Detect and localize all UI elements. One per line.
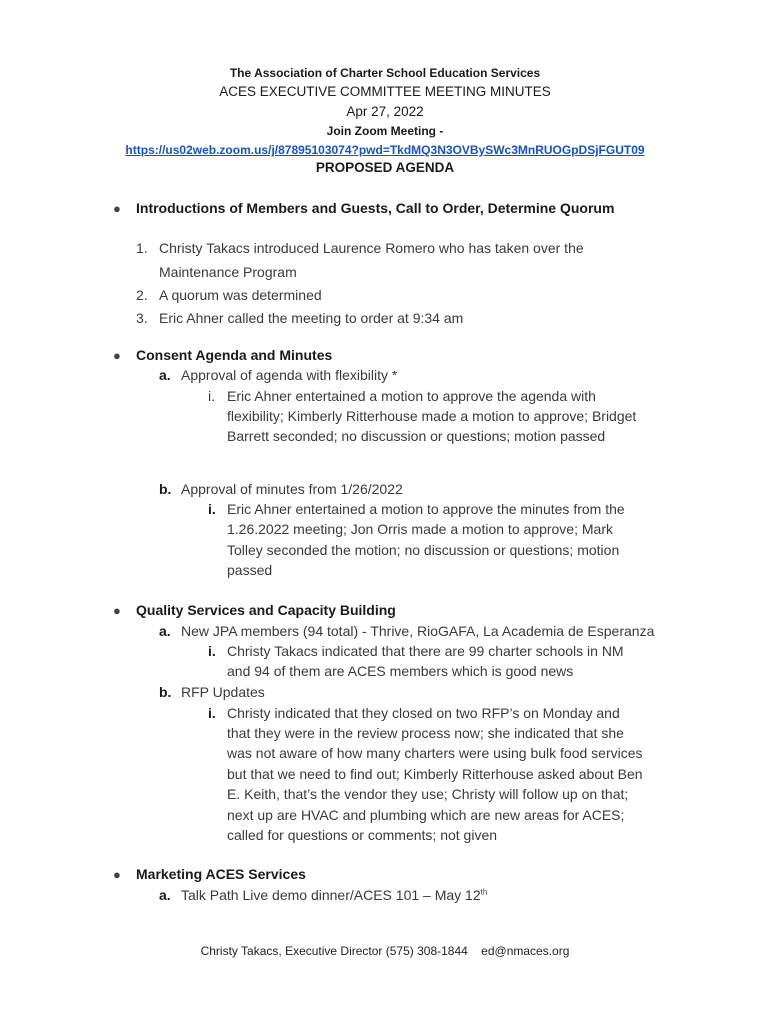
sub-item-text: New JPA members (94 total) - Thrive, RioGAFA, La Academia de Esperanza [181,623,655,639]
item-number: 3. [136,310,148,326]
detail-line: passed [227,562,273,578]
detail-line: but that we need to find out; Kimberly Ritterhouse asked about Ben [227,766,643,782]
detail-line: Christy Takacs indicated that there are 99 charter schools in NM [227,643,624,659]
footer-contact: Christy Takacs, Executive Director (575) 308-1844 ed@nmaces.org [200,944,570,958]
detail-line: flexibility; Kimberly Ritterhouse made a motion to approve; Bridget [227,408,637,424]
sub-item-text: RFP Updates [181,684,265,700]
sub-label: a. [159,887,171,903]
sub-item-text: Approval of minutes from 1/26/2022 [181,481,403,497]
bullet-icon: ● [113,603,121,618]
detail-line: Tolley seconded the motion; no discussion or questions; motion [227,542,620,558]
bullet-icon: ● [113,348,121,363]
ordinal-suffix: th [480,887,488,897]
section-title-marketing: Marketing ACES Services [136,866,306,882]
item-number: 2. [136,287,148,303]
detail-line: Eric Ahner entertained a motion to approve the minutes from the [227,501,625,517]
detail-line: that they were in the review process now; she indicated that she [227,725,624,741]
list-item-text: Maintenance Program [159,264,297,280]
roman-label: i. [208,388,215,404]
meeting-date: Apr 27, 2022 [346,104,424,119]
roman-label: i. [208,705,216,721]
section-title-consent: Consent Agenda and Minutes [136,347,333,363]
detail-line: Christy indicated that they closed on two RFP’s on Monday and [227,705,620,721]
list-item-text: A quorum was determined [159,287,322,303]
agenda-heading: PROPOSED AGENDA [315,160,455,175]
sub-label: a. [159,623,171,639]
sub-label: a. [159,367,171,383]
sub-item-text: Talk Path Live demo dinner/ACES 101 – May 12 [181,887,481,903]
roman-label: i. [208,501,216,517]
org-name: The Association of Charter School Education Services [229,66,541,80]
section-title-quality: Quality Services and Capacity Building [136,602,396,618]
zoom-meeting-link[interactable]: https://us02web.zoom.us/j/87895103074?pwd=TkdMQ3N3OVBySWc3MnRUOGpDSjFGUT09 [125,143,645,157]
document-title: ACES EXECUTIVE COMMITTEE MEETING MINUTES [219,84,551,99]
detail-line: and 94 of them are ACES members which is good news [227,663,574,679]
item-number: 1. [136,240,148,256]
detail-line: was not aware of how many charters were using bulk food services [227,745,643,761]
sub-item-row [181,885,487,906]
sub-label: b. [159,684,172,700]
list-item-text: Christy Takacs introduced Laurence Romero who has taken over the [159,240,584,256]
detail-line: Barrett seconded; no discussion or questions; motion passed [227,428,606,444]
detail-line: next up are HVAC and plumbing which are new areas for ACES; [227,807,625,823]
section-title-introductions: Introductions of Members and Guests, Call to Order, Determine Quorum [136,200,615,216]
detail-line: 1.26.2022 meeting; Jon Orris made a motion to approve; Mark [227,521,613,537]
sub-label: b. [159,481,172,497]
sub-item-text: Approval of agenda with flexibility * [181,367,398,383]
roman-label: i. [208,643,216,659]
bullet-icon: ● [113,201,121,216]
list-item-text: Eric Ahner called the meeting to order at 9:34 am [159,310,464,326]
detail-line: Eric Ahner entertained a motion to approve the agenda with [227,388,596,404]
detail-line: called for questions or comments; not given [227,827,498,843]
detail-line: E. Keith, that’s the vendor they use; Christy will follow up on that; [227,786,629,802]
zoom-link-row [0,141,770,159]
join-zoom-label: Join Zoom Meeting - [326,124,444,138]
bullet-icon: ● [113,867,121,882]
